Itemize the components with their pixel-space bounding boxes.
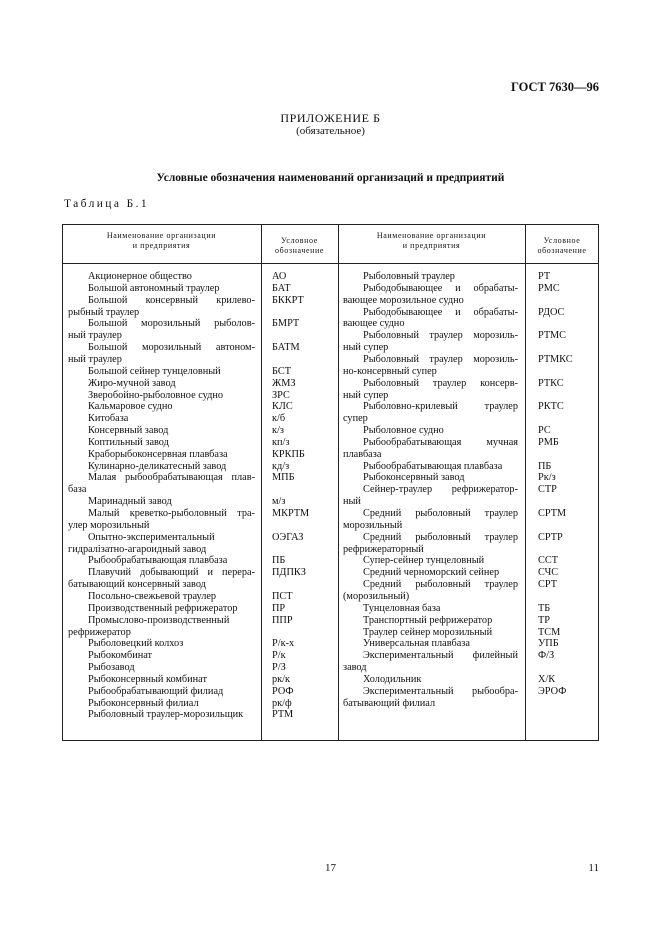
entry-abbreviation: СЧС xyxy=(538,567,559,579)
entry-name-line: Акционерное общество xyxy=(88,271,192,282)
entry-abbreviation: рк/к xyxy=(272,673,291,685)
entry-abbreviation: кд/з xyxy=(272,460,290,472)
entry-abbreviation: рк/ф xyxy=(272,697,292,709)
entry-abbreviation: КЛС xyxy=(272,401,293,413)
entry-name-line: Зверобойно-рыболовное судно xyxy=(88,389,224,401)
entry-abbreviation: РТ xyxy=(538,271,551,282)
column-divider xyxy=(525,224,526,741)
entry-abbreviation: ППР xyxy=(272,614,293,626)
entry-name-line: Рыбокомбинат xyxy=(88,650,153,662)
entry-name-line: Холодильник xyxy=(363,673,422,685)
entry-abbreviation: СРТМ xyxy=(538,508,567,519)
entry-abbreviation: ЖМЗ xyxy=(272,377,296,389)
entry-abbreviation: РС xyxy=(538,425,551,437)
entry-name-line: Экспериментальный филейный xyxy=(363,650,518,662)
entry-abbreviation: РТМ xyxy=(272,709,294,721)
entry-abbreviation: БСТ xyxy=(272,365,291,377)
header-text: Условное xyxy=(281,236,318,245)
entry-name-line: Рыбоконсервный завод xyxy=(363,472,465,484)
entry-name-line: Малая рыбообрабатывающая плав- xyxy=(88,472,255,484)
standard-code: ГОСТ 7630—96 xyxy=(510,80,599,94)
entry-name-line: Жиро-мучной завод xyxy=(88,377,176,389)
entry-name-line: ный траулер xyxy=(68,330,122,342)
entry-abbreviation: СТР xyxy=(538,484,557,496)
entry-abbreviation: РТКС xyxy=(538,377,564,389)
entry-name-line: плавбаза xyxy=(343,448,382,460)
entry-name-line: вающее морозильное судно xyxy=(343,294,464,306)
entry-abbreviation: ЗРС xyxy=(272,389,290,401)
entry-name-line: Рыбообрабатывающая мучная xyxy=(363,436,518,448)
entry-name-line: Рыбоконсервный филиал xyxy=(88,697,199,709)
entry-name-line: Рыбозавод xyxy=(88,662,135,674)
entry-name-line: супер xyxy=(343,413,368,425)
entry-abbreviation: МПБ xyxy=(272,472,295,484)
header-text: и предприятия xyxy=(402,241,461,250)
entry-abbreviation: Р/к-х xyxy=(272,638,295,650)
entry-abbreviation: ПСТ xyxy=(272,590,293,602)
entry-name-line: Большой морозильный автоном- xyxy=(88,342,255,354)
entry-abbreviation: ТСМ xyxy=(538,626,561,638)
entry-name-line: Промыслово-производственный xyxy=(88,614,230,626)
entry-name-line: Средний рыболовный траулер xyxy=(363,531,518,543)
entry-abbreviation: ПДПКЗ xyxy=(272,567,306,579)
entry-abbreviation: ТР xyxy=(538,614,551,626)
entry-name-line: Сейнер-траулер рефрижератор- xyxy=(363,484,518,496)
entry-abbreviation: к/б xyxy=(272,413,286,425)
entry-name-line: Средний черноморский сейнер xyxy=(363,567,500,579)
right-name-header xyxy=(338,231,525,251)
entry-name-line: Кулинарно-деликатесный завод xyxy=(88,460,227,472)
entry-name-line: Универсальная плавбаза xyxy=(363,638,470,650)
entry-name-line: рефрижераторный xyxy=(343,543,424,555)
entry-abbreviation: РДОС xyxy=(538,306,565,318)
sheet-number: 11 xyxy=(588,862,599,874)
entry-abbreviation: ПБ xyxy=(272,555,286,567)
entry-name-line: Рыболовный траулер-морозильщик xyxy=(88,709,244,721)
column-divider xyxy=(338,224,339,741)
entry-abbreviation: БАТ xyxy=(272,282,291,294)
header-text: Условное xyxy=(543,236,581,245)
entry-name-line: морозильный xyxy=(343,519,403,531)
table-caption: Таблица Б.1 xyxy=(64,198,150,210)
right-abbr-header xyxy=(525,236,599,256)
header-text: и предприятия xyxy=(132,241,191,250)
entry-name-line: Супер-сейнер тунцеловный xyxy=(363,555,485,567)
entry-abbreviation: ОЭГАЗ xyxy=(272,531,304,543)
entry-name-line: ный супер xyxy=(343,389,389,401)
appendix-status: (обязательное) xyxy=(296,125,365,137)
entry-name-line: но-консервный супер xyxy=(343,365,437,377)
entry-name-line: рыбный траулер xyxy=(68,306,140,318)
entry-abbreviation: РМС xyxy=(538,282,560,294)
entry-name-line: батывающий филиал xyxy=(343,697,436,709)
entry-abbreviation: Ф/З xyxy=(538,650,555,662)
entry-abbreviation: ССТ xyxy=(538,555,559,567)
entry-abbreviation: РТМКС xyxy=(538,353,573,365)
left-name-header xyxy=(62,231,261,251)
entry-name-line: база xyxy=(68,484,87,496)
entry-abbreviation: Х/К xyxy=(538,673,556,685)
entry-name-line: ный траулер xyxy=(68,353,122,365)
entry-abbreviation: РКТС xyxy=(538,401,564,413)
entry-abbreviation: Р/З xyxy=(272,662,286,674)
entry-name-line: Средний рыболовный траулер xyxy=(363,579,518,591)
document-heading: Условные обозначения наименований организаций и предприятий xyxy=(156,172,505,184)
entry-abbreviation: БККРТ xyxy=(272,294,304,306)
entry-abbreviation: ТБ xyxy=(538,602,551,614)
entry-name-line: Краборыбоконсервная плавбаза xyxy=(88,448,228,460)
entry-abbreviation: БАТМ xyxy=(272,342,300,354)
entry-name-line: Коптильный завод xyxy=(88,436,169,448)
entry-abbreviation: МКРТМ xyxy=(272,508,310,519)
entry-abbreviation: БМРТ xyxy=(272,318,300,330)
entry-name-line: Рыболовный траулер xyxy=(363,271,455,282)
entry-name-line: Рыболовное судно xyxy=(363,425,444,437)
entry-abbreviation: м/з xyxy=(272,496,286,508)
entry-abbreviation: РОФ xyxy=(272,685,294,697)
left-abbr-header xyxy=(261,236,338,256)
entry-abbreviation: РТМС xyxy=(538,330,567,342)
entry-name-line: Рыбодобывающее и обрабаты- xyxy=(363,282,518,294)
appendix-title: ПРИЛОЖЕНИЕ Б xyxy=(280,111,381,125)
entry-abbreviation: кп/з xyxy=(272,436,290,448)
entry-name-line: Малый креветко-рыболовный тра- xyxy=(88,508,255,519)
entry-name-line: Рыболовный траулер морозиль- xyxy=(363,353,518,365)
column-divider xyxy=(261,224,262,741)
entry-name-line: Рыбоконсервный комбинат xyxy=(88,673,207,685)
entry-name-line: Производственный рефрижератор xyxy=(88,602,238,614)
entry-name-line: батывающий консервный завод xyxy=(68,579,206,591)
entry-name-line: Большой консервный крилево- xyxy=(88,294,255,306)
header-divider xyxy=(62,263,599,264)
entry-name-line: Рыбообрабатывающая плавбаза xyxy=(88,555,228,567)
entry-abbreviation: Р/к xyxy=(272,650,286,662)
entry-name-line: Рыбодобывающее и обрабаты- xyxy=(363,306,518,318)
entry-abbreviation: ПР xyxy=(272,602,286,614)
entry-name-line: ный супер xyxy=(343,342,389,354)
entry-name-line: Рыболовный траулер морозиль- xyxy=(363,330,518,342)
entry-name-line: Транспортный рефрижератор xyxy=(363,614,493,626)
entry-abbreviation: Рк/з xyxy=(538,472,556,484)
entry-name-line: Рыбообрабатывающая плавбаза xyxy=(363,460,503,472)
entry-abbreviation: РМБ xyxy=(538,436,559,448)
entry-name-line: Тунцеловная база xyxy=(363,602,441,614)
entry-abbreviation: АО xyxy=(272,271,287,282)
entry-name-line: Средний рыболовный траулер xyxy=(363,508,518,519)
entry-name-line: Большой автономный траулер xyxy=(88,282,220,294)
entry-name-line: рефрижератор xyxy=(68,626,131,638)
header-text: Наименование организации xyxy=(376,231,487,240)
entry-name-line: Консервный завод xyxy=(88,425,169,437)
entry-abbreviation: КРКПБ xyxy=(272,448,305,460)
entry-name-line: Рыболовецкий колхоз xyxy=(88,638,184,650)
entry-name-line: Большой сейнер тунцеловный xyxy=(88,365,221,377)
entry-abbreviation: СРТР xyxy=(538,531,563,543)
entry-name-line: Траулер сейнер морозильный xyxy=(363,626,493,638)
entry-name-line: Опытно-экспериментальный xyxy=(88,531,215,543)
page-number: 17 xyxy=(325,862,336,874)
header-text: обозначение xyxy=(537,246,587,255)
entry-name-line: вающее судно xyxy=(343,318,405,330)
entry-name-line: гидралізатно-агароидный завод xyxy=(68,543,207,555)
entry-abbreviation: к/з xyxy=(272,425,284,437)
entry-name-line: Китобаза xyxy=(88,413,129,425)
entry-name-line: завод xyxy=(343,662,367,674)
entry-abbreviation: УПБ xyxy=(538,638,559,650)
entry-abbreviation: СРТ xyxy=(538,579,558,591)
entry-name-line: Большой морозильный рыболов- xyxy=(88,318,255,330)
entry-abbreviation: ПБ xyxy=(538,460,552,472)
entry-name-line: Рыбообрабатывающий филиад xyxy=(88,685,224,697)
entry-name-line: Экспериментальный рыбообра- xyxy=(363,685,518,697)
entry-name-line: Рыболовный траулер консерв- xyxy=(363,377,518,389)
entry-name-line: Маринадный завод xyxy=(88,496,172,508)
entry-abbreviation: ЭРОФ xyxy=(538,685,567,697)
header-text: Наименование организации xyxy=(106,231,217,240)
entry-name-line: Посольно-свежьевой траулер xyxy=(88,590,217,602)
entry-name-line: ный xyxy=(343,496,361,508)
entry-name-line: улер морозильный xyxy=(68,519,150,531)
entry-name-line: Плавучий добывающий и перера- xyxy=(88,567,255,579)
entry-name-line: (морозильный) xyxy=(343,590,410,602)
entry-name-line: Кальмаровое судно xyxy=(88,401,173,413)
header-text: обозначение xyxy=(274,246,325,255)
entry-name-line: Рыболовно-крилевый траулер xyxy=(363,401,518,413)
